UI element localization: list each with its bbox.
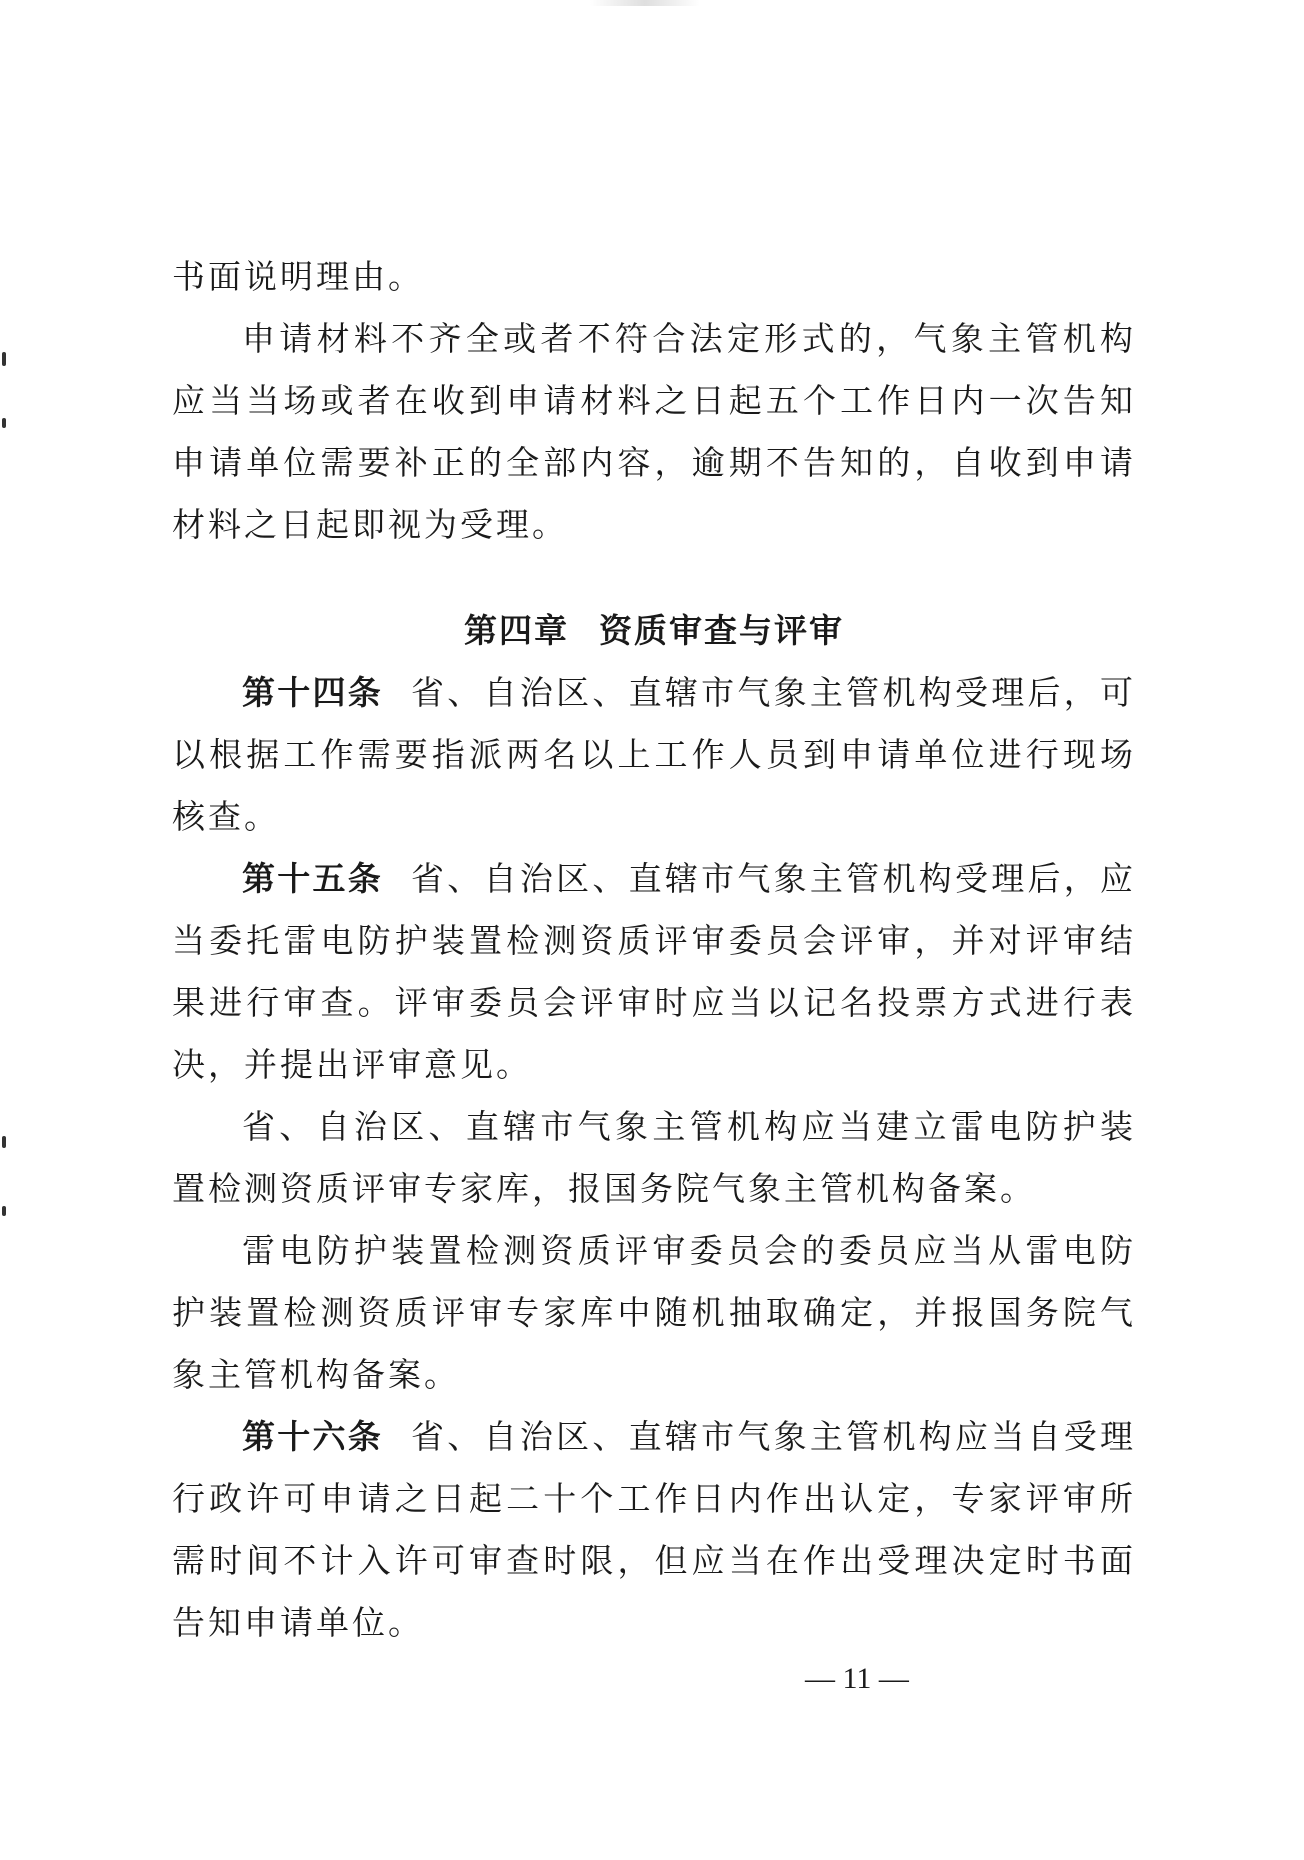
paragraph: 书面说明理由。 [172, 257, 424, 296]
chapter-title: 资质审查与评审 [599, 611, 844, 650]
scan-smudge [590, 0, 700, 6]
article-text: 省、自治区、直辖市气象主管机构受理后，应当委托雷电防护装置检测资质评审委员会评审，并对评审结果进行审查。评审委员会评审时应当以记名投票方式进行表决，并提出评审意见。 [172, 859, 1137, 1084]
article-text: 省、自治区、直辖市气象主管机构应当自受理行政许可申请之日起二十个工作日内作出认定，专家评审所需时间不计入许可审查时限，但应当在作出受理决定时书面告知申请单位。 [172, 1417, 1137, 1642]
paragraph: 申请材料不齐全或者不符合法定形式的，气象主管机构应当当场或者在收到申请材料之日起五个工作日内一次告知申请单位需要补正的全部内容，逾期不告知的，自收到申请材料之日起即视为受理。 [172, 319, 1136, 544]
article-14 [172, 662, 1136, 848]
article-text: 省、自治区、直辖市气象主管机构受理后，可以根据工作需要指派两名以上工作人员到申请单位进行现场核查。 [172, 673, 1137, 836]
article-16 [172, 1406, 1136, 1654]
paragraph: 省、自治区、直辖市气象主管机构应当建立雷电防护装置检测资质评审专家库，报国务院气象主管机构备案。 [172, 1107, 1136, 1208]
chapter-number: 第四章 [464, 611, 569, 650]
chapter-heading [172, 600, 1136, 662]
scan-edge-mark [2, 1136, 6, 1148]
article-15 [172, 848, 1136, 1096]
scan-edge-mark [2, 1206, 6, 1216]
paragraph: 雷电防护装置检测资质评审委员会的委员应当从雷电防护装置检测资质评审专家库中随机抽取确定，并报国务院气象主管机构备案。 [172, 1231, 1136, 1394]
article-number: 第十五条 [242, 859, 384, 898]
scan-edge-mark [2, 352, 6, 366]
article-number: 第十四条 [242, 673, 384, 712]
page-number: — 11 — [805, 1662, 909, 1695]
article-number: 第十六条 [242, 1417, 384, 1456]
scan-edge-mark [2, 418, 6, 428]
body-text [172, 246, 1136, 1654]
